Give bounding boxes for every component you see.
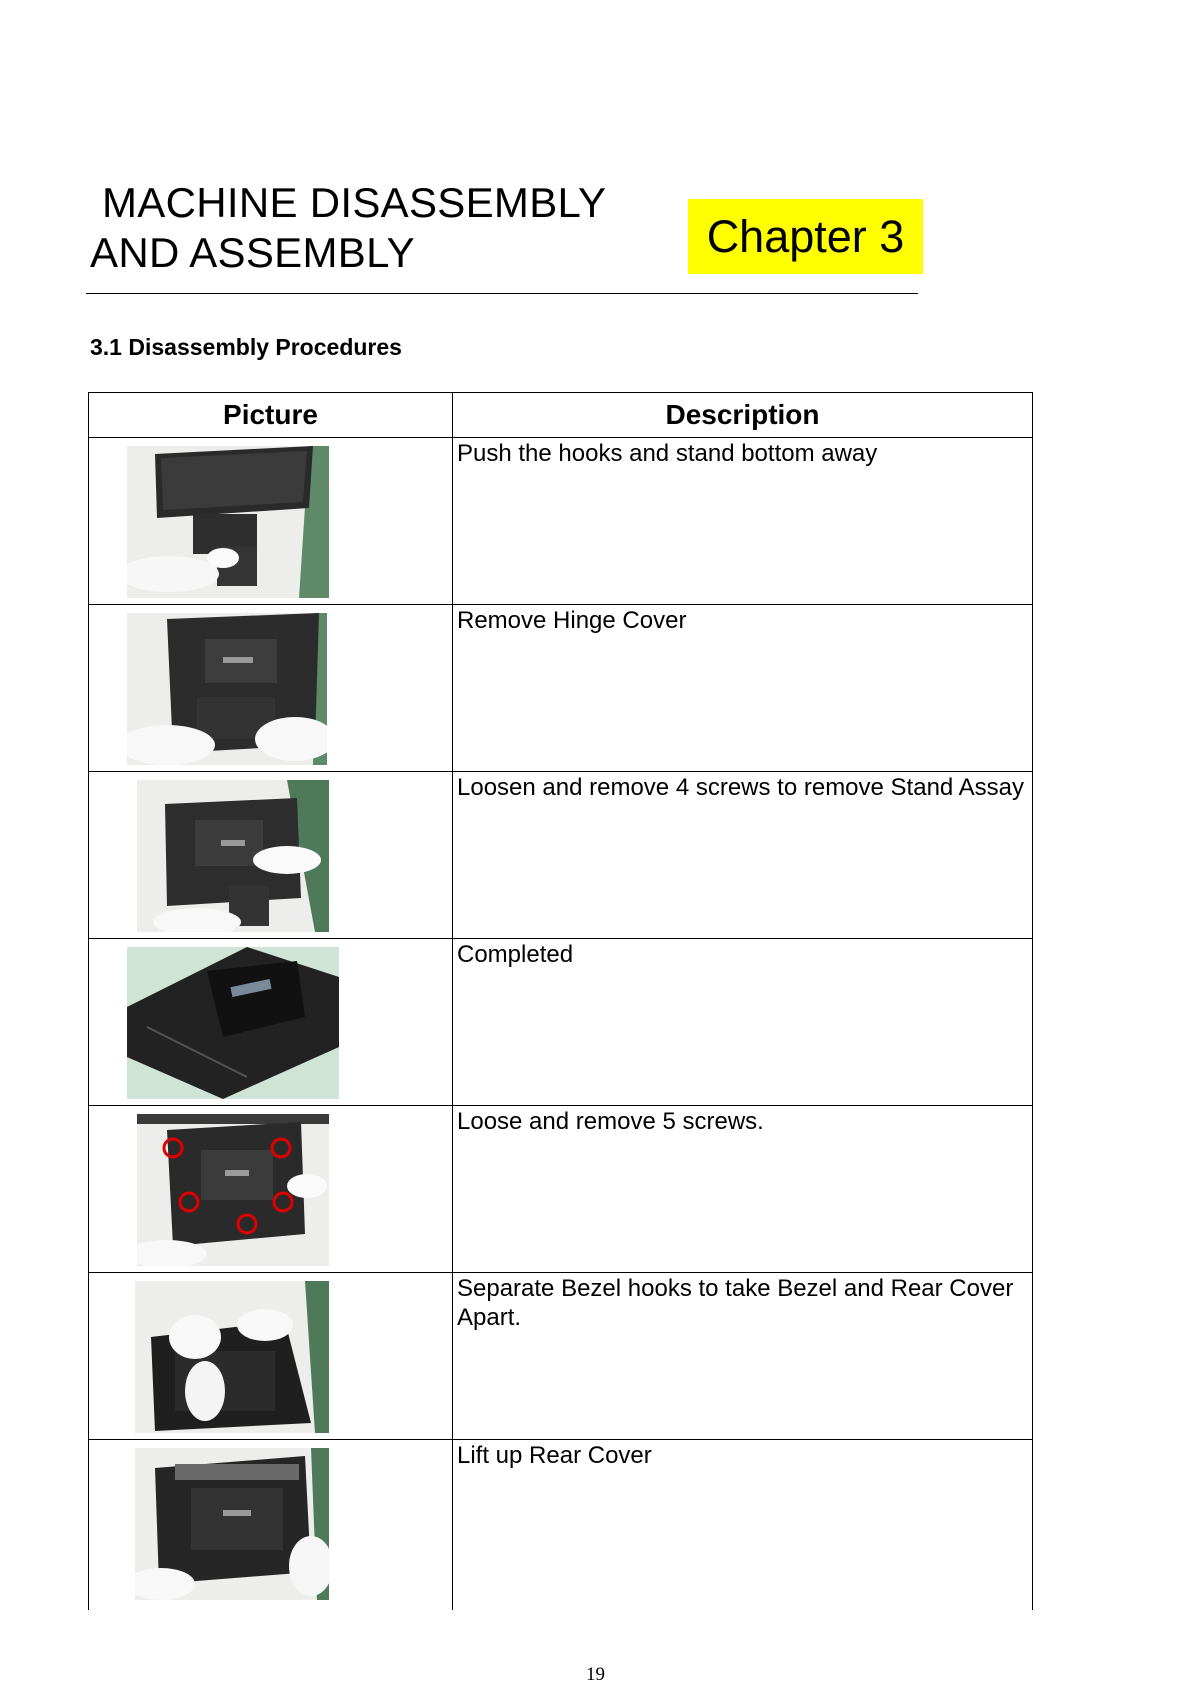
step-photo bbox=[127, 947, 339, 1099]
chapter-title bbox=[90, 178, 606, 278]
description-cell bbox=[453, 939, 1033, 1106]
description-cell bbox=[453, 1106, 1033, 1273]
description-cell bbox=[453, 1273, 1033, 1440]
description-cell bbox=[453, 605, 1033, 772]
chapter-badge: Chapter 3 bbox=[688, 199, 923, 274]
table-row bbox=[89, 939, 1033, 1106]
step-photo bbox=[135, 1281, 329, 1433]
picture-cell bbox=[89, 605, 453, 772]
table-row bbox=[89, 1273, 1033, 1440]
step-description: Lift up Rear Cover bbox=[457, 1442, 652, 1469]
picture-cell bbox=[89, 939, 453, 1106]
description-cell bbox=[453, 1440, 1033, 1611]
picture-cell bbox=[89, 1440, 453, 1611]
description-cell bbox=[453, 438, 1033, 605]
chapter-title-line1: MACHINE DISASSEMBLY bbox=[102, 179, 607, 226]
step-photo bbox=[127, 613, 327, 765]
picture-cell bbox=[89, 1273, 453, 1440]
title-divider bbox=[86, 293, 918, 294]
step-photo bbox=[135, 1448, 329, 1600]
picture-cell bbox=[89, 1106, 453, 1273]
step-description: Completed bbox=[457, 941, 574, 968]
step-description: Remove Hinge Cover bbox=[457, 607, 687, 634]
step-photo bbox=[127, 446, 329, 598]
table-row bbox=[89, 438, 1033, 605]
step-description: Push the hooks and stand bottom away bbox=[457, 440, 878, 467]
step-description: Loose and remove 5 screws. bbox=[457, 1108, 764, 1135]
step-photo bbox=[137, 780, 329, 932]
description-cell bbox=[453, 772, 1033, 939]
column-header-picture: Picture bbox=[89, 393, 453, 438]
step-description: Loosen and remove 4 screws to remove Stand Assay bbox=[457, 774, 1024, 801]
table-row bbox=[89, 1106, 1033, 1273]
picture-cell bbox=[89, 772, 453, 939]
procedure-table bbox=[88, 392, 1033, 1610]
column-header-description: Description bbox=[453, 393, 1033, 438]
table-row bbox=[89, 1440, 1033, 1611]
table-header-row bbox=[89, 393, 1033, 438]
chapter-title-line2: AND ASSEMBLY bbox=[90, 229, 415, 276]
table-row bbox=[89, 605, 1033, 772]
step-photo bbox=[137, 1114, 329, 1266]
page-number: 19 bbox=[586, 1664, 605, 1685]
step-description: Separate Bezel hooks to take Bezel and Rear Cover Apart. bbox=[457, 1275, 1014, 1331]
table-row bbox=[89, 772, 1033, 939]
section-heading: 3.1 Disassembly Procedures bbox=[90, 334, 402, 360]
picture-cell bbox=[89, 438, 453, 605]
